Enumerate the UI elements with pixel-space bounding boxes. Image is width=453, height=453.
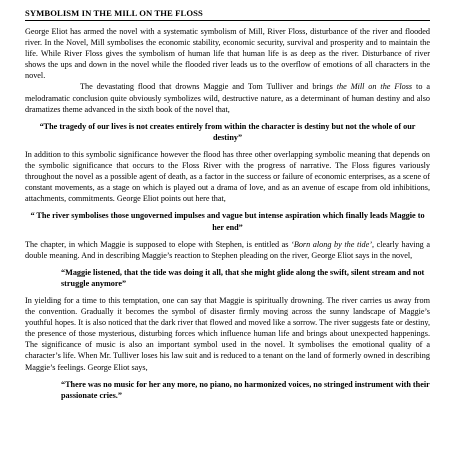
paragraph-symbolic-significance: In addition to this symbolic significance however the flood has three other overlapping symbolic meaning that depends on the symbolic significance that occurs to the Floss River with the progress of narrative. The Floss figures variously throughout the novel as a possible agent of death, as a factor in the success or failure of economic enterprises, as a scene of constant movements, as a stage on which is played out a drama of love, and as an avenue of escape from old inhibitions, attachments, commitments. George Eliot points out here that, — [25, 149, 430, 204]
document-title: SYMBOLISM IN THE MILL ON THE FLOSS — [25, 8, 203, 18]
paragraph-flood-text-b: to a melodramatic conclusion quite obviously symbolizes wild, destructive nature, as a determinant of human destiny and also dramatizes theme advanced in the sixth book of the novel that, — [25, 82, 430, 114]
chapter-title-italic: ‘Born along by the tide’ — [291, 239, 372, 249]
title-underline — [25, 20, 430, 21]
paragraph-intro: George Eliot has armed the novel with a systematic symbolism of Mill, River Floss, disturbance of the river and flooded river. In the Novel, Mill symbolises the economic stability, economic security, survival and prosperity and to maintain the life. While River Floss gives the symbolism of human life that human life is as deep as the river. Disturbance of river shows the ups and down in the novel while the flooded river leads us to the overflow of emotions of all characters in the novel. — [25, 27, 430, 81]
novel-title-italic: the Mill on the Floss — [336, 82, 413, 92]
quote-maggie-listened: “Maggie listened, that the tide was doing it all, that she might glide along the swift, silent stream and not struggle anymore” — [61, 267, 425, 288]
paragraph-chapter-text-b: , clearly having a double meaning. And in describing Maggie’s reaction to Stephen pleading on the river, George Eliot says in the novel, — [25, 239, 430, 260]
paragraph-flood — [25, 81, 430, 114]
document-page — [25, 7, 430, 407]
quote-tragedy: “The tragedy of our lives is not creates entirely from within the character is destiny but not the whole of our destiny” — [39, 121, 416, 142]
quote-river-impulses: “ The river symbolises those ungoverned impulses and vague but intense aspiration which finally leads Maggie to her end” — [30, 211, 425, 232]
paragraph-flood-text-a: The devastating flood that drowns Maggie and Tom Tulliver and brings — [80, 82, 337, 92]
paragraph-chapter-elope — [25, 239, 430, 261]
paragraph-chapter-text-a: The chapter, in which Maggie is supposed to elope with Stephen, is entitled as — [25, 239, 292, 249]
quote-no-music: “There was no music for her any more, no piano, no harmonized voices, no stringed instrument with their passionate cries.” — [61, 379, 430, 400]
paragraph-temptation: In yielding for a time to this temptation, one can say that Maggie is spiritually drowning. The river carries us away from the convention. Gradually it becomes the symbol of disaster firmly moving across the sunny landscape of Maggie’s youthful hopes. It is also noticed that the dark river that flowed and moved like a sorrow. The river suggests fate or destiny, the presence of those mysterious, disturbing forces which influence human life and brings about unexpected happenings. The significance of music is also an important symbol used in the novel. It symbolises the emotional quality of a character’s life. When Mr. Tulliver loses his law suit and is reduced to a tenant on the land of formerly owned in describing Maggie’s feelings. George Eliot says, — [25, 295, 430, 372]
